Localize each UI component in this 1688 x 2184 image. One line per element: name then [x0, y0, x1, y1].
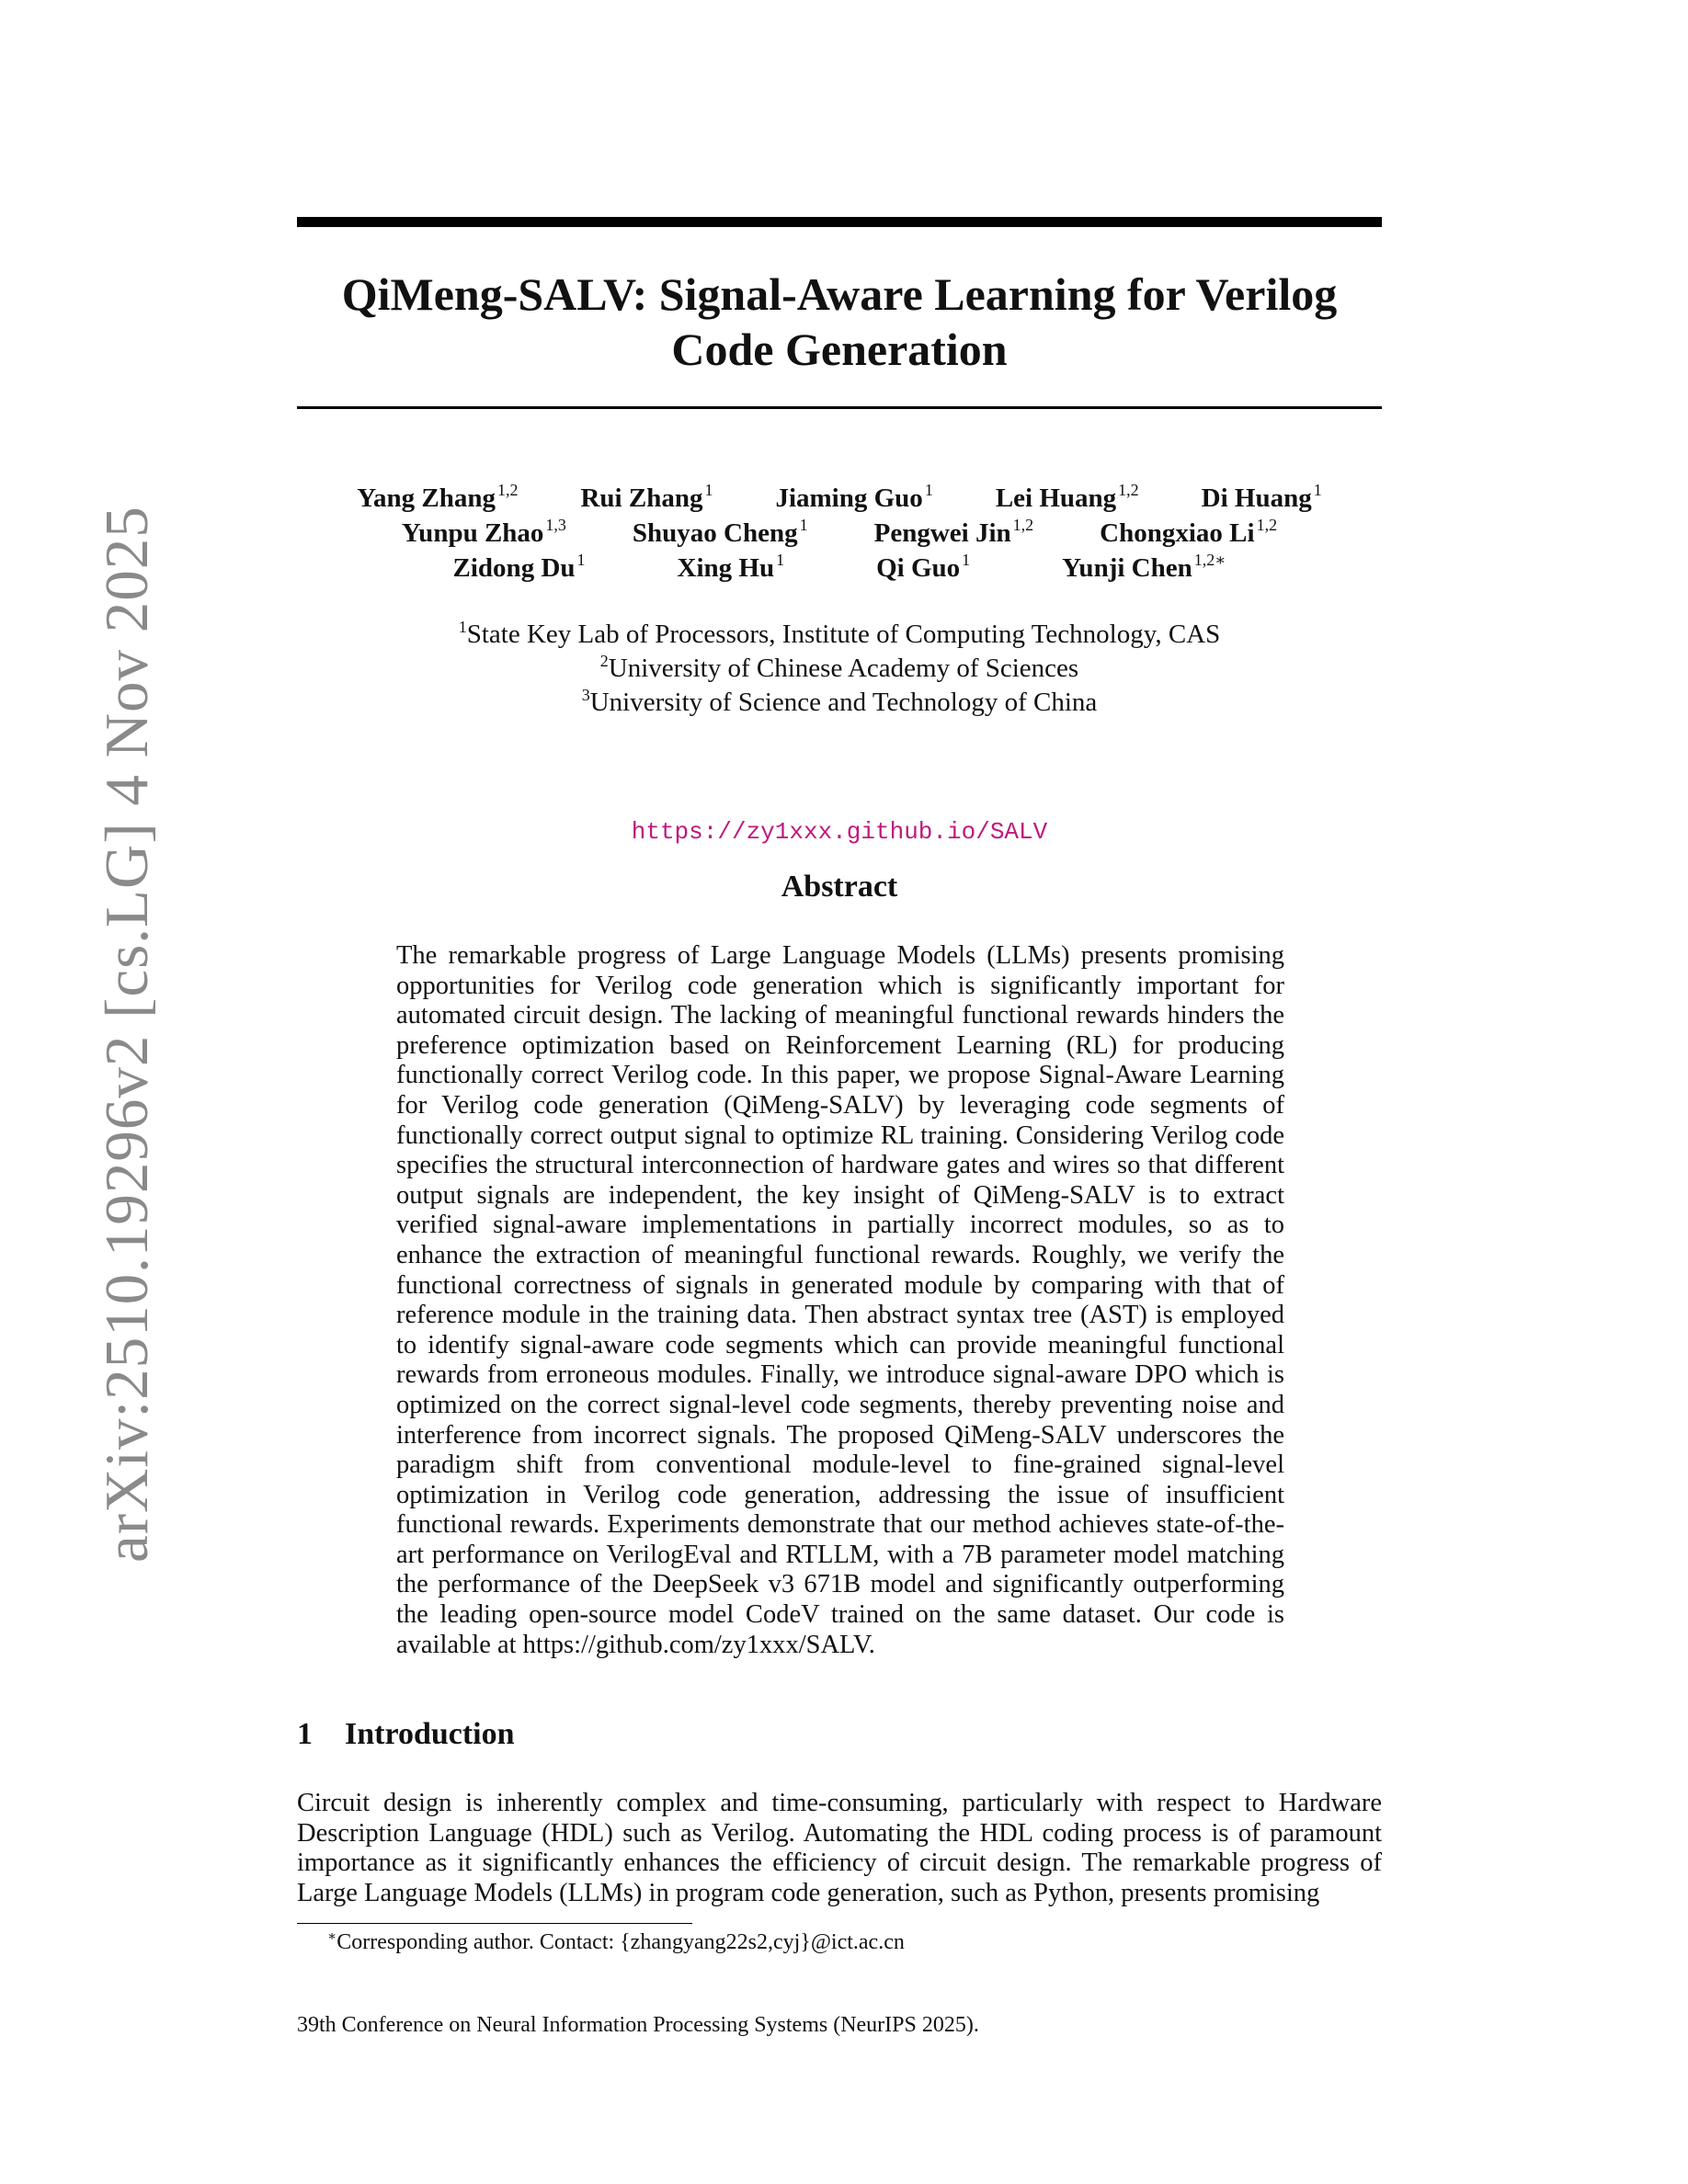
- author-name: Lei Huang: [995, 483, 1117, 513]
- author: [1062, 552, 1226, 587]
- paper-title: QiMeng-SALV: Signal-Aware Learning for Verilog Code Generation: [341, 268, 1338, 375]
- venue-note: 39th Conference on Neural Information Processing Systems (NeurIPS 2025).: [297, 2013, 979, 2037]
- abstract-heading: Abstract: [781, 870, 898, 904]
- affiliation: [297, 618, 1382, 654]
- author: [1100, 517, 1277, 552]
- authors-row: [297, 517, 1382, 552]
- author-affil-mark: 1: [1313, 481, 1322, 499]
- author: [996, 482, 1139, 518]
- title-rule-bottom: [297, 406, 1382, 409]
- project-url-link[interactable]: https://zy1xxx.github.io/SALV: [631, 818, 1048, 846]
- author-affil-mark: 1: [576, 551, 586, 569]
- author: [580, 482, 713, 518]
- author-name: Qi Guo: [876, 553, 961, 583]
- arxiv-stamp: arXiv:2510.19296v2 [cs.LG] 4 Nov 2025: [93, 506, 161, 1563]
- section-number: 1: [297, 1717, 313, 1751]
- author-affil-mark: 1,2: [1012, 516, 1034, 534]
- author-name: Yunpu Zhao: [401, 518, 544, 548]
- author: [775, 482, 932, 518]
- author-name: Yang Zhang: [357, 483, 496, 513]
- author: [633, 517, 808, 552]
- affiliation-mark: 1: [458, 618, 467, 636]
- author-name: Yunji Chen: [1062, 553, 1192, 583]
- authors-row: [297, 482, 1382, 518]
- introduction-paragraph: Circuit design is inherently complex and time-consuming, particularly with respect to Hardware Description Language (HDL) such as Verilog. Automating the HDL coding process is of paramount importance as it significantly enhances the efficiency of circuit design. The remarkable progress of Large Language Models (LLMs) in program code generation, such as Python, presents promising: [297, 1789, 1382, 1907]
- author-affil-mark: 1: [799, 516, 808, 534]
- author-name: Pengwei Jin: [873, 518, 1011, 548]
- author: [402, 517, 566, 552]
- author: [1202, 482, 1322, 518]
- author-name: Rui Zhang: [580, 483, 703, 513]
- footnote-text: Corresponding author. Contact: {zhangyang22s2,cyj}@ict.ac.cn: [336, 1930, 905, 1954]
- author-affil-mark: 1: [924, 481, 933, 499]
- author-affil-mark: 1,2∗: [1193, 551, 1226, 569]
- affiliation: [297, 686, 1382, 722]
- author-name: Chongxiao Li: [1100, 518, 1255, 548]
- author-name: Shuyao Cheng: [632, 518, 798, 548]
- author: [678, 552, 785, 587]
- title-rule-top: [297, 217, 1382, 227]
- footnote: [327, 1928, 905, 1959]
- author: [357, 482, 518, 518]
- abstract-body: The remarkable progress of Large Language Models (LLMs) presents promising opportunities for Verilog code generation which is significantly important for automated circuit design. The lacking of meaningful functional rewards hinders the preference optimization based on Reinforcement Learning (RL) for producing functionally correct Verilog code. In this paper, we propose Signal-Aware Learning for Verilog code generation (QiMeng-SALV) by leveraging code segments of functionally correct output signal to optimize RL training. Considering Verilog code specifies the structural interconnection of hardware gates and wires so that different output signals are independent, the key insight of QiMeng-SALV is to extract verified signal-aware implementations in partially incorrect modules, so as to enhance the extraction of meaningful functional rewards. Roughly, we verify the functional correctness of signals in generated module by comparing with that of reference module in the training data. Then abstract syntax tree (AST) is employed to identify signal-aware code segments which can provide meaningful functional rewards from erroneous modules. Finally, we introduce signal-aware DPO which is optimized on the correct signal-level code segments, thereby preventing noise and interference from incorrect signals. The proposed QiMeng-SALV underscores the paradigm shift from conventional module-level to fine-grained signal-level optimization in Verilog code generation, addressing the issue of insufficient functional rewards. Experiments demonstrate that our method achieves state-of-the-art performance on VerilogEval and RTLLM, with a 7B parameter model matching the performance of the DeepSeek v3 671B model and significantly outperforming the leading open-source model CodeV trained on the same dataset. Our code is available at https://github.com/zy1xxx/SALV.: [396, 941, 1284, 1659]
- author-affil-mark: 1,2: [1118, 481, 1139, 499]
- section-heading-introduction: [297, 1717, 515, 1752]
- affiliation-text: University of Chinese Academy of Sciences: [608, 654, 1079, 683]
- author: [874, 517, 1034, 552]
- author-name: Xing Hu: [677, 553, 775, 583]
- author-name: Zidong Du: [452, 553, 576, 583]
- affiliation: [297, 652, 1382, 688]
- footnote-rule: [297, 1923, 692, 1924]
- affiliation-text: University of Science and Technology of China: [589, 688, 1098, 717]
- author-affil-mark: 1: [704, 481, 713, 499]
- author-name: Di Huang: [1201, 483, 1312, 513]
- author-name: Jiaming Guo: [775, 483, 923, 513]
- affiliation-mark: 2: [599, 652, 609, 670]
- author-affil-mark: 1,2: [496, 481, 519, 499]
- author-affil-mark: 1: [962, 551, 971, 569]
- author: [453, 552, 586, 587]
- footnote-mark: ∗: [327, 1929, 337, 1944]
- authors-row: [297, 552, 1382, 587]
- section-title: Introduction: [345, 1717, 515, 1751]
- affiliation-text: State Key Lab of Processors, Institute of Computing Technology, CAS: [466, 620, 1221, 649]
- author-affil-mark: 1: [776, 551, 785, 569]
- author-affil-mark: 1,3: [545, 516, 566, 534]
- affiliation-mark: 3: [581, 686, 590, 704]
- author: [876, 552, 970, 587]
- author-affil-mark: 1,2: [1256, 516, 1278, 534]
